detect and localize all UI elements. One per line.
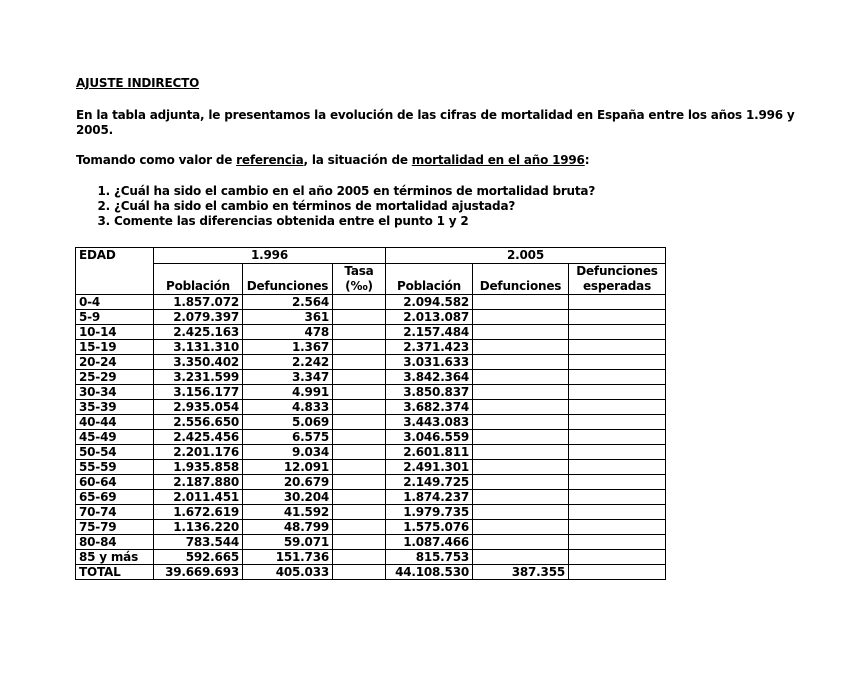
table-header-row [76, 248, 666, 264]
table-row [76, 355, 666, 370]
question-item: 3. Comente las diferencias obtenida entre el punto 1 y 2 [114, 214, 595, 229]
cell-defunciones-2005 [473, 430, 569, 445]
cell-poblacion-2005: 1.575.076 [386, 520, 473, 535]
cell-defunciones-1996: 12.091 [243, 460, 333, 475]
cell-tasa [333, 550, 386, 565]
header-year-1996: 1.996 [154, 248, 386, 264]
cell-edad: 5-9 [76, 310, 154, 325]
table-row [76, 325, 666, 340]
cell-poblacion-1996: 1.857.072 [154, 295, 243, 310]
cell-defunciones-esperadas [569, 430, 666, 445]
header-tasa-line1: Tasa [344, 264, 374, 278]
header-edad: EDAD [76, 248, 154, 295]
cell-tasa [333, 340, 386, 355]
questions-list [76, 184, 595, 229]
cell-defunciones-2005 [473, 550, 569, 565]
table-row [76, 535, 666, 550]
cell-poblacion-2005: 2.013.087 [386, 310, 473, 325]
cell-defunciones-1996: 1.367 [243, 340, 333, 355]
cell-poblacion-1996: 2.201.176 [154, 445, 243, 460]
cell-poblacion-2005: 2.094.582 [386, 295, 473, 310]
cell-edad: 15-19 [76, 340, 154, 355]
cell-tasa [333, 520, 386, 535]
cell-poblacion-2005: 2.371.423 [386, 340, 473, 355]
cell-poblacion-1996: 3.350.402 [154, 355, 243, 370]
cell-edad: 85 y más [76, 550, 154, 565]
table-row [76, 505, 666, 520]
table-row [76, 415, 666, 430]
cell-defunciones-1996: 405.033 [243, 565, 333, 580]
reference-text-mid: , la situación de [303, 153, 412, 167]
cell-tasa [333, 565, 386, 580]
cell-defunciones-1996: 3.347 [243, 370, 333, 385]
cell-defunciones-2005 [473, 520, 569, 535]
table-row [76, 310, 666, 325]
cell-defunciones-2005 [473, 385, 569, 400]
table-row [76, 550, 666, 565]
table-row [76, 475, 666, 490]
cell-defunciones-1996: 361 [243, 310, 333, 325]
table-row [76, 520, 666, 535]
cell-poblacion-1996: 1.136.220 [154, 520, 243, 535]
reference-link-mortalidad: mortalidad en el año 1996 [411, 153, 585, 167]
cell-tasa [333, 505, 386, 520]
cell-defunciones-2005 [473, 445, 569, 460]
header-esperadas-line1: Defunciones [576, 264, 658, 278]
cell-defunciones-esperadas [569, 460, 666, 475]
table-subheader-row [76, 264, 666, 295]
table-row [76, 340, 666, 355]
cell-tasa [333, 445, 386, 460]
cell-poblacion-1996: 3.231.599 [154, 370, 243, 385]
cell-defunciones-1996: 151.736 [243, 550, 333, 565]
page-title: AJUSTE INDIRECTO [76, 76, 200, 90]
cell-defunciones-2005 [473, 370, 569, 385]
table-row [76, 490, 666, 505]
cell-edad: 50-54 [76, 445, 154, 460]
cell-defunciones-esperadas [569, 535, 666, 550]
table-row [76, 385, 666, 400]
cell-edad: 20-24 [76, 355, 154, 370]
cell-defunciones-1996: 478 [243, 325, 333, 340]
header-esperadas-line2: esperadas [582, 279, 652, 293]
table-row [76, 430, 666, 445]
cell-tasa [333, 535, 386, 550]
cell-defunciones-esperadas [569, 385, 666, 400]
cell-poblacion-1996: 2.187.880 [154, 475, 243, 490]
cell-poblacion-2005: 3.682.374 [386, 400, 473, 415]
cell-defunciones-esperadas [569, 400, 666, 415]
table-row [76, 445, 666, 460]
cell-poblacion-2005: 2.149.725 [386, 475, 473, 490]
cell-poblacion-2005: 1.979.735 [386, 505, 473, 520]
cell-defunciones-esperadas [569, 505, 666, 520]
cell-tasa [333, 415, 386, 430]
cell-edad: 0-4 [76, 295, 154, 310]
reference-paragraph [76, 153, 589, 168]
cell-tasa [333, 325, 386, 340]
header-tasa [333, 264, 386, 295]
cell-poblacion-2005: 2.601.811 [386, 445, 473, 460]
cell-defunciones-1996: 59.071 [243, 535, 333, 550]
cell-defunciones-esperadas [569, 370, 666, 385]
cell-edad: 10-14 [76, 325, 154, 340]
cell-defunciones-esperadas [569, 310, 666, 325]
cell-poblacion-2005: 3.842.364 [386, 370, 473, 385]
cell-defunciones-1996: 4.991 [243, 385, 333, 400]
mortality-table [75, 247, 666, 580]
cell-tasa [333, 460, 386, 475]
cell-defunciones-esperadas [569, 445, 666, 460]
cell-defunciones-1996: 6.575 [243, 430, 333, 445]
cell-poblacion-2005: 815.753 [386, 550, 473, 565]
table-row [76, 565, 666, 580]
cell-tasa [333, 385, 386, 400]
cell-defunciones-esperadas [569, 565, 666, 580]
table-row [76, 400, 666, 415]
cell-edad: 30-34 [76, 385, 154, 400]
cell-tasa [333, 430, 386, 445]
cell-defunciones-2005 [473, 535, 569, 550]
cell-tasa [333, 475, 386, 490]
cell-defunciones-2005 [473, 325, 569, 340]
cell-defunciones-esperadas [569, 490, 666, 505]
cell-tasa [333, 490, 386, 505]
cell-defunciones-1996: 20.679 [243, 475, 333, 490]
cell-poblacion-1996: 783.544 [154, 535, 243, 550]
cell-poblacion-2005: 2.491.301 [386, 460, 473, 475]
cell-defunciones-2005 [473, 340, 569, 355]
cell-defunciones-esperadas [569, 295, 666, 310]
reference-text-pre: Tomando como valor de [76, 153, 237, 167]
cell-defunciones-2005 [473, 310, 569, 325]
cell-defunciones-1996: 2.564 [243, 295, 333, 310]
cell-defunciones-2005 [473, 355, 569, 370]
cell-defunciones-1996: 48.799 [243, 520, 333, 535]
cell-poblacion-1996: 2.425.456 [154, 430, 243, 445]
cell-poblacion-1996: 2.425.163 [154, 325, 243, 340]
cell-tasa [333, 310, 386, 325]
cell-defunciones-2005 [473, 460, 569, 475]
cell-edad: 45-49 [76, 430, 154, 445]
cell-poblacion-1996: 1.672.619 [154, 505, 243, 520]
cell-poblacion-2005: 3.443.083 [386, 415, 473, 430]
table-row [76, 295, 666, 310]
intro-paragraph: En la tabla adjunta, le presentamos la evolución de las cifras de mortalidad en España entre los años 1.996 y 2005. [76, 108, 795, 137]
cell-defunciones-1996: 9.034 [243, 445, 333, 460]
cell-poblacion-2005: 3.850.837 [386, 385, 473, 400]
cell-defunciones-1996: 2.242 [243, 355, 333, 370]
cell-poblacion-2005: 1.874.237 [386, 490, 473, 505]
cell-edad: 25-29 [76, 370, 154, 385]
cell-defunciones-esperadas [569, 325, 666, 340]
reference-text-post: : [584, 153, 590, 167]
cell-defunciones-1996: 4.833 [243, 400, 333, 415]
cell-defunciones-esperadas [569, 415, 666, 430]
cell-tasa [333, 295, 386, 310]
cell-tasa [333, 400, 386, 415]
cell-tasa [333, 370, 386, 385]
cell-poblacion-1996: 592.665 [154, 550, 243, 565]
cell-defunciones-2005 [473, 505, 569, 520]
cell-poblacion-1996: 1.935.858 [154, 460, 243, 475]
cell-edad: 65-69 [76, 490, 154, 505]
cell-defunciones-2005 [473, 400, 569, 415]
reference-link-referencia: referencia [236, 153, 304, 167]
cell-defunciones-esperadas [569, 355, 666, 370]
header-tasa-line2: (‰) [345, 279, 373, 293]
cell-poblacion-2005: 44.108.530 [386, 565, 473, 580]
cell-poblacion-2005: 2.157.484 [386, 325, 473, 340]
cell-edad: 35-39 [76, 400, 154, 415]
question-item: 2. ¿Cuál ha sido el cambio en términos de mortalidad ajustada? [114, 199, 595, 214]
cell-defunciones-esperadas [569, 550, 666, 565]
cell-poblacion-2005: 3.046.559 [386, 430, 473, 445]
cell-defunciones-2005 [473, 490, 569, 505]
cell-poblacion-1996: 2.011.451 [154, 490, 243, 505]
cell-edad: 75-79 [76, 520, 154, 535]
cell-tasa [333, 355, 386, 370]
header-poblacion-2005: Población [386, 264, 473, 295]
cell-edad: 70-74 [76, 505, 154, 520]
header-poblacion-1996: Población [154, 264, 243, 295]
cell-poblacion-2005: 1.087.466 [386, 535, 473, 550]
cell-defunciones-1996: 30.204 [243, 490, 333, 505]
header-defunciones-esperadas [569, 264, 666, 295]
cell-defunciones-2005 [473, 295, 569, 310]
cell-defunciones-esperadas [569, 475, 666, 490]
cell-poblacion-1996: 3.156.177 [154, 385, 243, 400]
cell-defunciones-2005: 387.355 [473, 565, 569, 580]
cell-edad: 80-84 [76, 535, 154, 550]
cell-poblacion-1996: 2.079.397 [154, 310, 243, 325]
cell-edad: 60-64 [76, 475, 154, 490]
table-row [76, 460, 666, 475]
cell-edad: TOTAL [76, 565, 154, 580]
cell-poblacion-1996: 3.131.310 [154, 340, 243, 355]
cell-defunciones-1996: 41.592 [243, 505, 333, 520]
question-item: 1. ¿Cuál ha sido el cambio en el año 2005 en términos de mortalidad bruta? [114, 184, 595, 199]
header-defunciones-2005: Defunciones [473, 264, 569, 295]
cell-defunciones-1996: 5.069 [243, 415, 333, 430]
cell-defunciones-esperadas [569, 520, 666, 535]
cell-poblacion-2005: 3.031.633 [386, 355, 473, 370]
cell-edad: 40-44 [76, 415, 154, 430]
table-row [76, 370, 666, 385]
cell-defunciones-2005 [473, 475, 569, 490]
cell-poblacion-1996: 2.935.054 [154, 400, 243, 415]
cell-poblacion-1996: 39.669.693 [154, 565, 243, 580]
cell-defunciones-2005 [473, 415, 569, 430]
header-year-2005: 2.005 [386, 248, 666, 264]
header-defunciones-1996: Defunciones [243, 264, 333, 295]
cell-edad: 55-59 [76, 460, 154, 475]
cell-defunciones-esperadas [569, 340, 666, 355]
cell-poblacion-1996: 2.556.650 [154, 415, 243, 430]
